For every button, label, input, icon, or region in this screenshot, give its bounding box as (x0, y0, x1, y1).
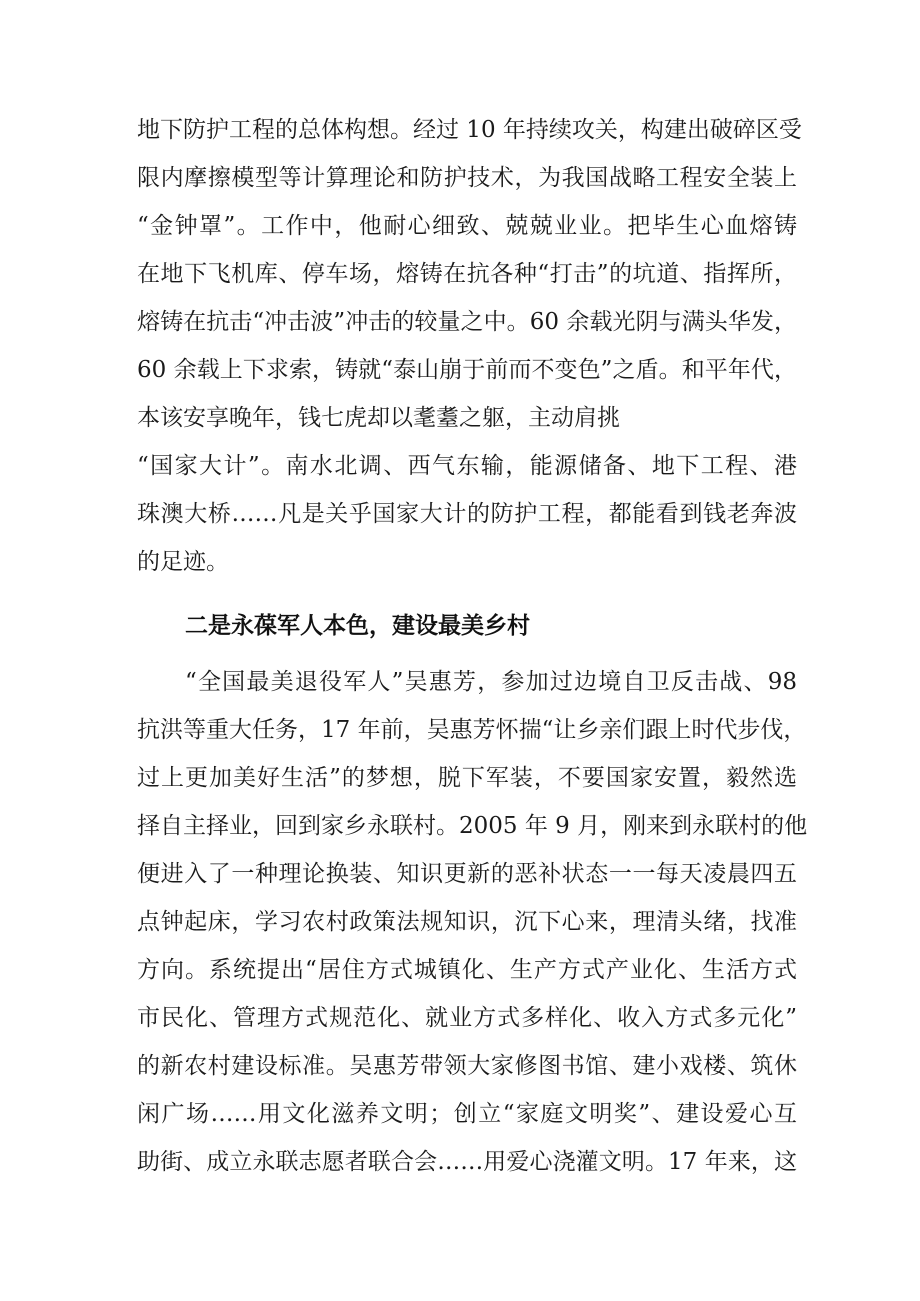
paragraph-2-line-1: “全国最美退役军人”吴惠芳，参加过边境自卫反击战、98 (185, 669, 797, 695)
paragraph-2-line-10: 闲广场……用文化滋养文明；创立“家庭文明奖”、建设爱心互 (137, 1101, 797, 1127)
paragraph-2-line-11: 助街、成立永联志愿者联合会……用爱心浇灌文明。17 年来，这 (137, 1149, 797, 1175)
paragraph-2-line-7: 方向。系统提出“居住方式城镇化、生产方式产业化、生活方式 (137, 957, 797, 983)
paragraph-2-line-5: 便进入了一种理论换装、知识更新的恶补状态一一每天凌晨四五 (137, 861, 797, 887)
paragraph-2-line-2: 抗洪等重大任务，17 年前，吴惠芳怀揣“让乡亲们跟上时代步伐， (137, 717, 807, 743)
paragraph-2-line-6: 点钟起床，学习农村政策法规知识，沉下心来，理清头绪，找准 (137, 909, 797, 935)
paragraph-1-line-2: 限内摩擦模型等计算理论和防护技术，为我国战略工程安全装上 (137, 165, 797, 191)
paragraph-1-line-8: “国家大计”。南水北调、西气东输，能源储备、地下工程、港 (137, 453, 797, 479)
paragraph-1-line-5: 熔铸在抗击“冲击波”冲击的较量之中。60 余载光阴与满头华发， (137, 309, 797, 335)
paragraph-2-line-3: 过上更加美好生活”的梦想，脱下军装，不要国家安置，毅然选 (137, 765, 797, 791)
paragraph-1-line-9: 珠澳大桥……凡是关乎国家大计的防护工程，都能看到钱老奔波 (137, 501, 797, 527)
paragraph-1-line-6: 60 余载上下求索，铸就“泰山崩于前而不变色”之盾。和平年代， (137, 357, 797, 383)
paragraph-1-line-1: 地下防护工程的总体构想。经过 10 年持续攻关，构建出破碎区受 (137, 117, 802, 143)
paragraph-1-line-10: 的足迹。 (137, 549, 229, 575)
paragraph-2-line-4: 择自主择业，回到家乡永联村。2005 年 9 月，刚来到永联村的他 (137, 813, 808, 839)
paragraph-2-line-9: 的新农村建设标准。吴惠芳带领大家修图书馆、建小戏楼、筑休 (137, 1053, 797, 1079)
paragraph-1-line-4: 在地下飞机库、停车场，熔铸在抗各种“打击”的坑道、指挥所， (137, 261, 797, 287)
paragraph-1-line-3: “金钟罩”。工作中，他耐心细致、兢兢业业。把毕生心血熔铸 (137, 213, 797, 239)
paragraph-1-line-7: 本该安享晚年，钱七虎却以耄耋之躯，主动肩挑 (137, 405, 620, 431)
section-heading: 二是永葆军人本色，建设最美乡村 (185, 613, 530, 639)
paragraph-2-line-8: 市民化、管理方式规范化、就业方式多样化、收入方式多元化” (137, 1005, 797, 1031)
